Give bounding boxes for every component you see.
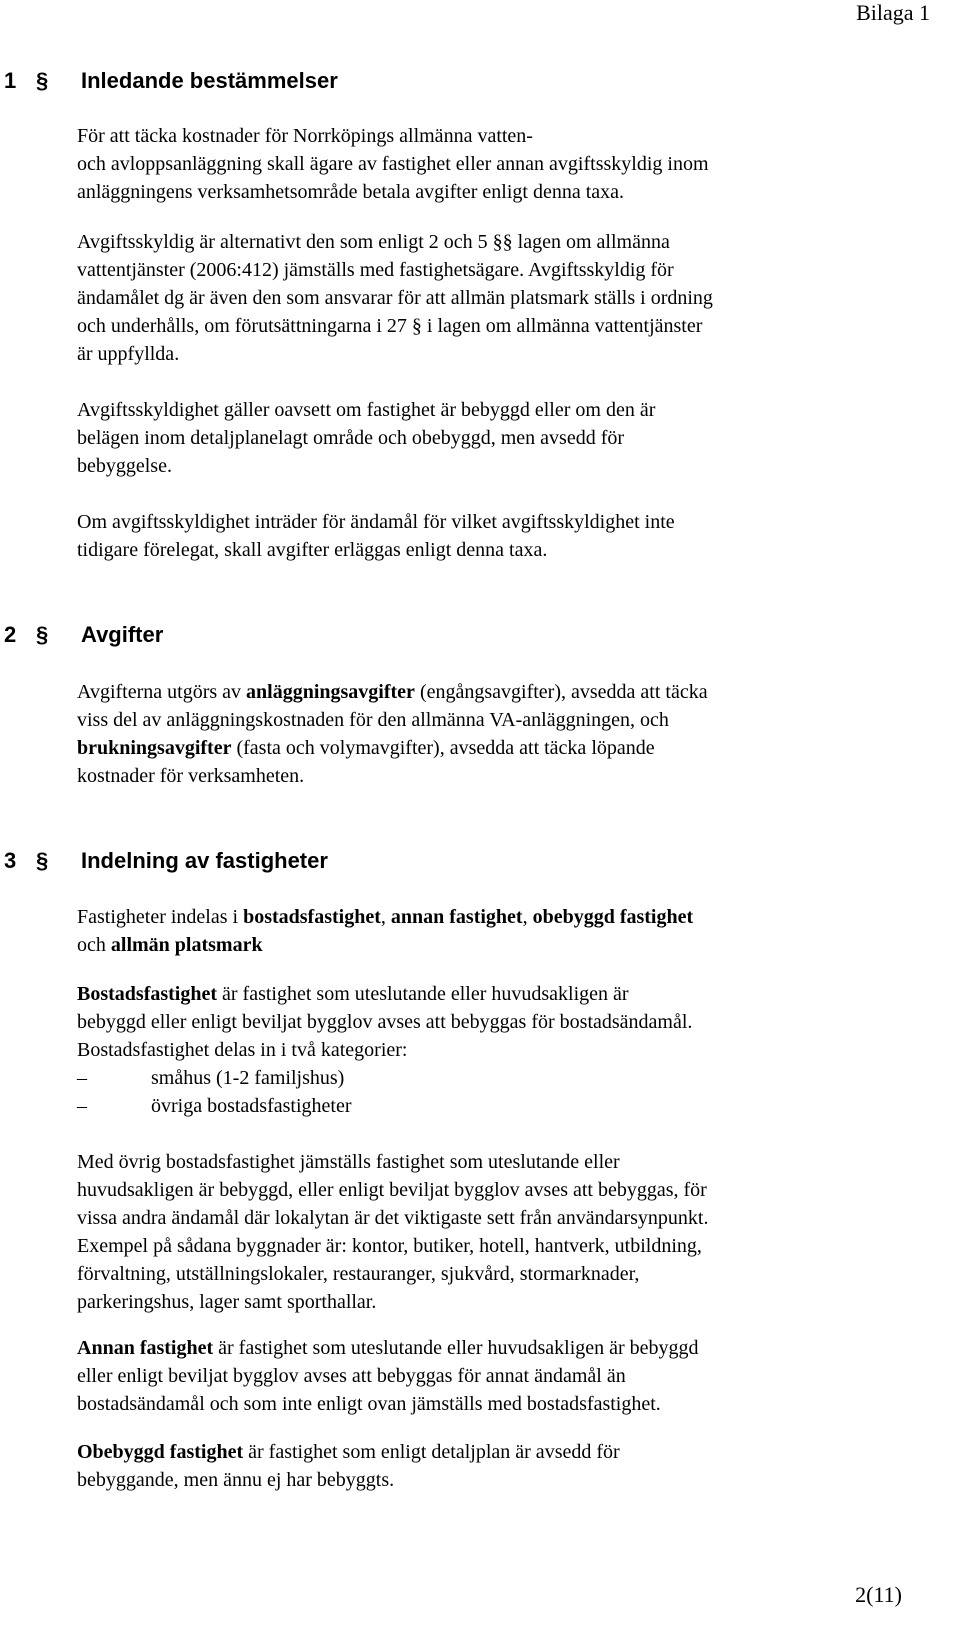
paragraph-scope xyxy=(77,122,877,206)
text-line: förvaltning, utställningslokaler, restauranger, sjukvård, stormarknader, xyxy=(77,1263,640,1285)
section-number: 3 xyxy=(4,848,17,873)
dash-bullet: – xyxy=(77,1095,87,1117)
text-line: bebyggande, men ännu ej har bebyggts. xyxy=(77,1469,395,1491)
paragraph-other-property xyxy=(77,1334,877,1418)
paragraph-fees xyxy=(77,678,877,790)
text-line: belägen inom detaljplanelagt område och obebyggd, men avsedd för xyxy=(77,427,625,449)
text-line: vissa andra ändamål där lokalytan är det viktigaste sett från användarsynpunkt. xyxy=(77,1207,709,1229)
text-line: kostnader för verksamheten. xyxy=(77,765,305,787)
page-number: 2(11) xyxy=(855,1582,902,1607)
text-line: ändamålet dg är även den som ansvarar för att allmän platsmark ställs i ordning xyxy=(77,287,713,309)
text-line: och allmän platsmark xyxy=(77,934,263,956)
section-title: Avgifter xyxy=(81,622,164,647)
text-line: Annan fastighet är fastighet som uteslutande eller huvudsakligen är bebyggd xyxy=(77,1337,699,1359)
section-title: Inledande bestämmelser xyxy=(81,68,338,93)
text-line: För att täcka kostnader för Norrköpings allmänna vatten- xyxy=(77,125,533,147)
text-line: bostadsändamål och som inte enligt ovan jämställs med bostadsfastighet. xyxy=(77,1393,661,1415)
text-line: Bostadsfastighet delas in i två kategorier: xyxy=(77,1039,408,1061)
text-line: och avloppsanläggning skall ägare av fastighet eller annan avgiftsskyldig inom xyxy=(77,153,709,175)
term-usage-fees: brukningsavgifter xyxy=(77,737,232,759)
attachment-label: Bilaga 1 xyxy=(856,0,930,25)
text-line: brukningsavgifter (fasta och volymavgifter), avsedda att täcka löpande xyxy=(77,737,655,759)
section-number: 2 xyxy=(4,622,17,647)
text-line: Obebyggd fastighet är fastighet som enligt detaljplan är avsedd för xyxy=(77,1441,620,1463)
text-line: Fastigheter indelas i bostadsfastighet, annan fastighet, obebyggd fastighet xyxy=(77,906,694,928)
text-line: Avgiftsskyldig är alternativt den som enligt 2 och 5 §§ lagen om allmänna xyxy=(77,231,670,253)
term-other-property: annan fastighet xyxy=(390,906,523,928)
text-line: tidigare förelegat, skall avgifter erläggas enligt denna taxa. xyxy=(77,539,548,561)
text-line: är uppfyllda. xyxy=(77,343,180,365)
text-line: huvudsakligen är bebyggd, eller enligt beviljat bygglov avses att bebyggas, för xyxy=(77,1179,707,1201)
text-line: anläggningens verksamhetsområde betala avgifter enligt denna taxa. xyxy=(77,181,625,203)
section-2-heading xyxy=(0,622,163,648)
text-line: eller enligt beviljat bygglov avses att bebyggas för annat ändamål än xyxy=(77,1365,626,1387)
list-item: – övriga bostadsfastigheter xyxy=(77,1092,877,1120)
term-other-property: Annan fastighet xyxy=(77,1337,214,1359)
section-1-heading xyxy=(0,68,338,94)
text-line: Exempel på sådana byggnader är: kontor, butiker, hotell, hantverk, utbildning, xyxy=(77,1235,702,1257)
term-residential: bostadsfastighet xyxy=(243,906,381,928)
text-line: vattentjänster (2006:412) jämställs med fastighetsägare. Avgiftsskyldig för xyxy=(77,259,674,281)
term-residential: Bostadsfastighet xyxy=(77,983,218,1005)
paragraph-undeveloped xyxy=(77,1438,877,1494)
paragraph-liability-scope xyxy=(77,396,877,480)
text-line: Om avgiftsskyldighet inträder för ändamål för vilket avgiftsskyldighet inte xyxy=(77,511,675,533)
term-undeveloped: Obebyggd fastighet xyxy=(77,1441,244,1463)
paragraph-property-classes xyxy=(77,903,877,959)
text-line: viss del av anläggningskostnaden för den allmänna VA-anläggningen, och xyxy=(77,709,669,731)
paragraph-other-residential xyxy=(77,1148,877,1316)
text-line: bebyggd eller enligt beviljat bygglov avses att bebyggas för bostadsändamål. xyxy=(77,1011,693,1033)
section-symbol: § xyxy=(36,68,49,93)
section-title: Indelning av fastigheter xyxy=(81,848,328,873)
text-line: parkeringshus, lager samt sporthallar. xyxy=(77,1291,377,1313)
dash-bullet: – xyxy=(77,1067,87,1089)
text-line: bebyggelse. xyxy=(77,455,172,477)
paragraph-liable-party xyxy=(77,228,877,368)
text-line: och underhålls, om förutsättningarna i 27 § i lagen om allmänna vattentjänster xyxy=(77,315,703,337)
paragraph-residential xyxy=(77,980,877,1120)
section-number: 1 xyxy=(4,68,17,93)
term-connection-fees: anläggningsavgifter xyxy=(246,681,415,703)
text-line: Bostadsfastighet är fastighet som uteslutande eller huvudsakligen är xyxy=(77,983,629,1005)
section-3-heading xyxy=(0,848,328,874)
paragraph-liability-start xyxy=(77,508,877,564)
text-line: Avgiftsskyldighet gäller oavsett om fastighet är bebyggd eller om den är xyxy=(77,399,656,421)
list-item: – småhus (1-2 familjshus) xyxy=(77,1064,877,1092)
text-line: Med övrig bostadsfastighet jämställs fastighet som uteslutande eller xyxy=(77,1151,620,1173)
term-public-land: allmän platsmark xyxy=(110,934,263,956)
term-undeveloped: obebyggd fastighet xyxy=(532,906,694,928)
section-symbol: § xyxy=(36,848,49,873)
text-line: Avgifterna utgörs av anläggningsavgifter (engångsavgifter), avsedda att täcka xyxy=(77,681,708,703)
section-symbol: § xyxy=(36,622,49,647)
